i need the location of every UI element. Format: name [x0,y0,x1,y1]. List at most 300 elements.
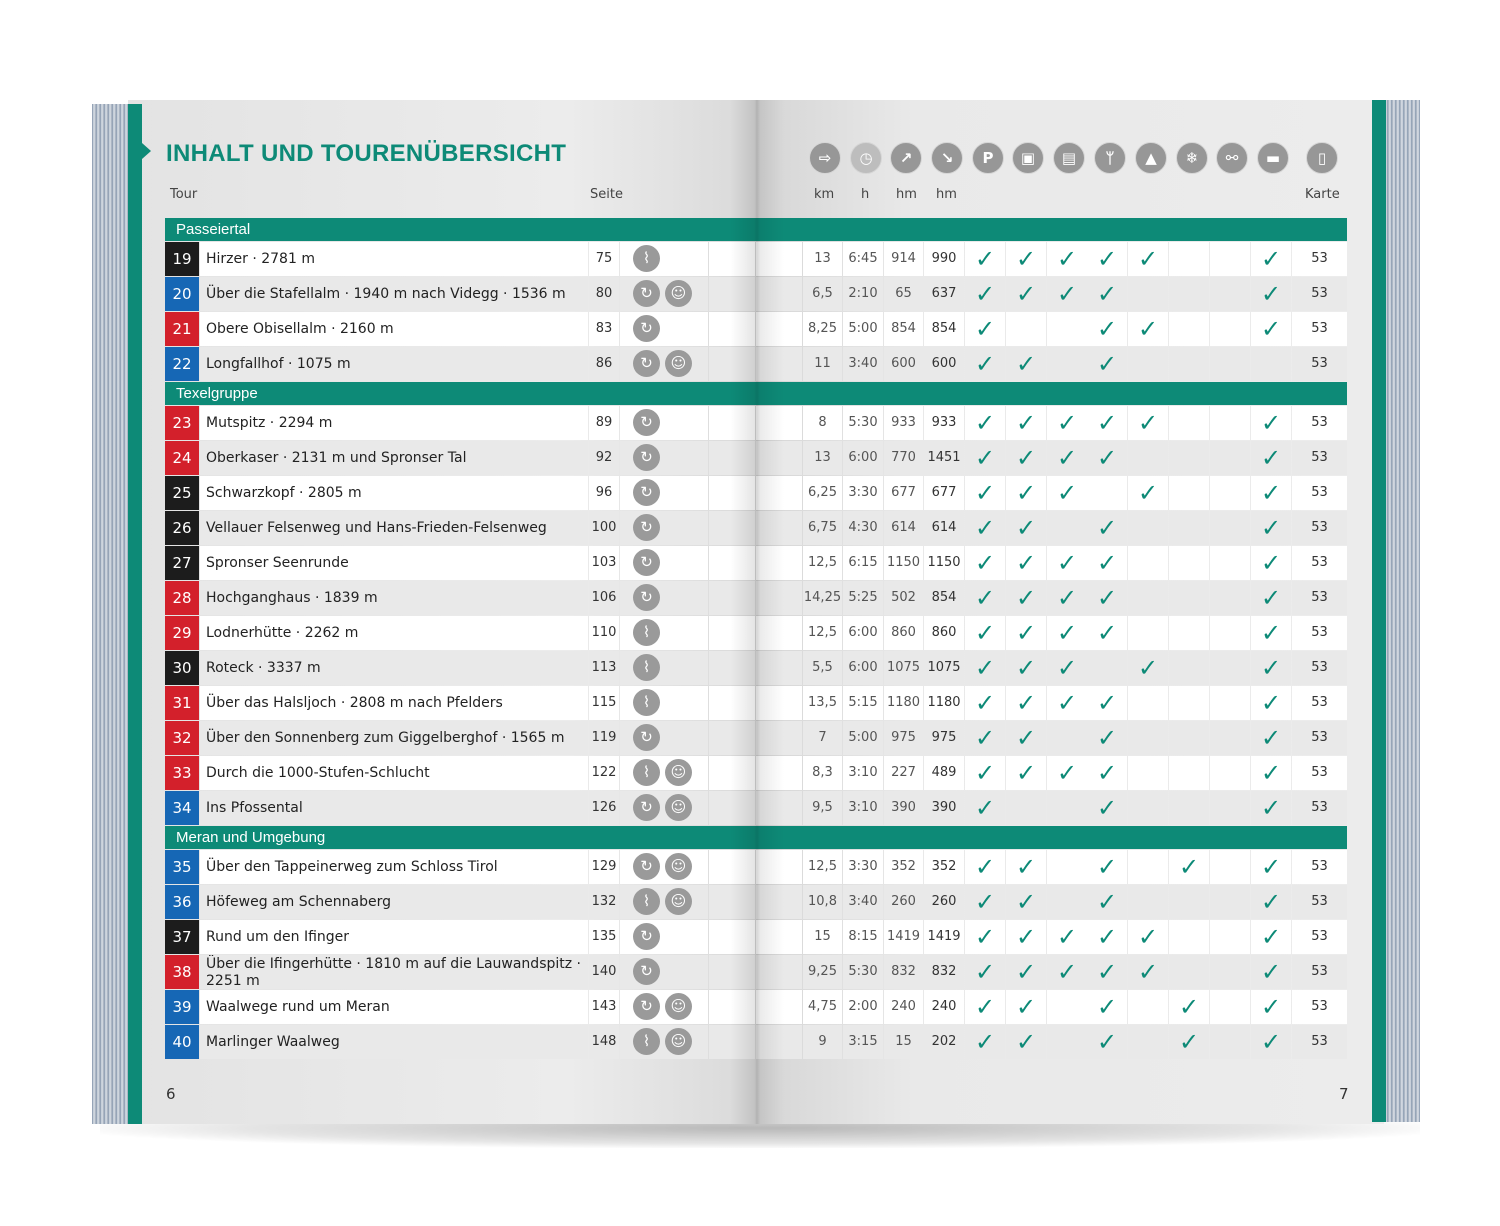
accommodation-icon: ▬ [1257,142,1289,174]
table-row [165,651,1347,685]
blank-cell [756,616,802,650]
header-hm-up: hm [896,187,917,202]
tour-map: 53 [1292,850,1347,884]
blank-cell [1047,850,1087,884]
one-way-route-icon: ⌇ [633,689,660,716]
kids-icon: ☺ [665,888,692,915]
blank-cell [1169,651,1209,685]
check-icon: ✓ [1006,1025,1046,1059]
table-row [165,885,1347,919]
blank-cell [1128,885,1168,919]
tour-descent: 1180 [924,686,964,720]
blank-cell [1210,406,1250,440]
tour-page: 100 [589,511,619,545]
check-icon: ✓ [1006,955,1046,989]
check-icon: ✓ [1006,721,1046,755]
blank-cell [1210,651,1250,685]
tour-descent: 600 [924,347,964,381]
blank-cell [1251,347,1291,381]
check-icon: ✓ [1169,1025,1209,1059]
tour-symbols [620,651,708,685]
tour-ascent: 390 [884,791,923,825]
check-icon: ✓ [1006,850,1046,884]
tour-number: 32 [165,721,199,755]
blank-cell [709,1025,755,1059]
blank-cell [1169,406,1209,440]
tour-name: Marlinger Waalweg [200,1025,588,1059]
check-icon: ✓ [1047,651,1087,685]
blank-cell [1210,347,1250,381]
check-icon: ✓ [1251,686,1291,720]
tour-name: Über die Stafellalm · 1940 m nach Videgg · 1536 m [200,277,588,311]
tour-number: 25 [165,476,199,510]
check-icon: ✓ [1087,406,1127,440]
check-icon: ✓ [1251,721,1291,755]
tour-number: 19 [165,242,199,276]
check-icon: ✓ [1087,686,1127,720]
check-icon: ✓ [965,347,1005,381]
blank-cell [709,990,755,1024]
tour-distance: 12,5 [803,616,842,650]
tour-page: 122 [589,756,619,790]
check-icon: ✓ [1087,347,1127,381]
blank-cell [1128,756,1168,790]
blank-cell [756,277,802,311]
table-row [165,850,1347,884]
check-icon: ✓ [1047,277,1087,311]
check-icon: ✓ [1251,581,1291,615]
check-icon: ✓ [1047,920,1087,954]
tour-map: 53 [1292,791,1347,825]
kids-icon: ☺ [665,759,692,786]
check-icon: ✓ [1251,1025,1291,1059]
blank-cell [1210,277,1250,311]
blank-cell [1210,581,1250,615]
check-icon: ✓ [1169,990,1209,1024]
tour-symbols [620,406,708,440]
tour-duration: 6:00 [843,651,883,685]
tour-symbols [620,756,708,790]
check-icon: ✓ [1087,616,1127,650]
loop-route-icon: ↻ [633,923,660,950]
header-km: km [814,187,835,202]
blank-cell [1087,476,1127,510]
tour-ascent: 854 [884,312,923,346]
loop-route-icon: ↻ [633,958,660,985]
tour-number: 30 [165,651,199,685]
tour-distance: 6,75 [803,511,842,545]
check-icon: ✓ [1128,476,1168,510]
check-icon: ✓ [1087,955,1127,989]
parking-icon: P [972,142,1004,174]
tour-descent: 1419 [924,920,964,954]
tour-symbols [620,686,708,720]
loop-route-icon: ↻ [633,315,660,342]
blank-cell [709,850,755,884]
tour-map: 53 [1292,721,1347,755]
blank-cell [709,756,755,790]
blank-cell [756,791,802,825]
tour-distance: 9,25 [803,955,842,989]
tour-descent: 933 [924,406,964,440]
tour-duration: 5:25 [843,581,883,615]
tour-page: 126 [589,791,619,825]
tour-descent: 1075 [924,651,964,685]
check-icon: ✓ [1087,441,1127,475]
tour-distance: 12,5 [803,546,842,580]
check-icon: ✓ [965,277,1005,311]
check-icon: ✓ [1006,511,1046,545]
tour-symbols [620,850,708,884]
tour-symbols [620,721,708,755]
blank-cell [1210,850,1250,884]
tour-ascent: 240 [884,990,923,1024]
blank-cell [709,406,755,440]
kids-icon: ☺ [665,1028,692,1055]
tour-duration: 3:40 [843,347,883,381]
tour-duration: 2:00 [843,990,883,1024]
tour-number: 34 [165,791,199,825]
tour-map: 53 [1292,885,1347,919]
check-icon: ✓ [965,721,1005,755]
blank-cell [1128,277,1168,311]
one-way-route-icon: ⌇ [633,759,660,786]
tour-map: 53 [1292,476,1347,510]
table-row [165,791,1347,825]
tour-ascent: 914 [884,242,923,276]
blank-cell [756,955,802,989]
tour-symbols [620,277,708,311]
check-icon: ✓ [1006,277,1046,311]
check-icon: ✓ [1128,955,1168,989]
tour-number: 24 [165,441,199,475]
check-icon: ✓ [965,312,1005,346]
blank-cell [756,312,802,346]
blank-cell [1169,616,1209,650]
page-number-left: 6 [166,1085,176,1103]
table-row [165,721,1347,755]
tour-name: Schwarzkopf · 2805 m [200,476,588,510]
check-icon: ✓ [1128,242,1168,276]
tour-descent: 637 [924,277,964,311]
check-icon: ✓ [1006,242,1046,276]
blank-cell [1128,441,1168,475]
tour-number: 26 [165,511,199,545]
tour-page: 143 [589,990,619,1024]
check-icon: ✓ [1087,885,1127,919]
tour-duration: 2:10 [843,277,883,311]
tour-distance: 8,3 [803,756,842,790]
title-marker [142,143,151,159]
blank-cell [756,756,802,790]
tour-symbols [620,441,708,475]
kids-icon: ☺ [665,993,692,1020]
tour-symbols [620,791,708,825]
check-icon: ✓ [1251,277,1291,311]
blank-cell [1169,955,1209,989]
check-icon: ✓ [1251,651,1291,685]
signpost-icon: ⇨ [809,142,841,174]
clock-icon: ◷ [850,142,882,174]
check-icon: ✓ [965,920,1005,954]
blank-cell [756,581,802,615]
check-icon: ✓ [1006,406,1046,440]
kids-icon: ☺ [665,350,692,377]
blank-cell [756,850,802,884]
blank-cell [1047,885,1087,919]
descent-icon: ↘ [931,142,963,174]
tour-ascent: 1419 [884,920,923,954]
tour-name: Über den Tappeinerweg zum Schloss Tirol [200,850,588,884]
tour-number: 29 [165,616,199,650]
tour-number: 21 [165,312,199,346]
tour-descent: 614 [924,511,964,545]
check-icon: ✓ [965,885,1005,919]
check-icon: ✓ [1006,546,1046,580]
tour-distance: 5,5 [803,651,842,685]
check-icon: ✓ [1087,791,1127,825]
header-seite: Seite [590,187,623,202]
tour-duration: 4:30 [843,511,883,545]
blank-cell [756,546,802,580]
tour-page: 132 [589,885,619,919]
tour-descent: 990 [924,242,964,276]
check-icon: ✓ [965,955,1005,989]
blank-cell [1128,616,1168,650]
tour-map: 53 [1292,1025,1347,1059]
bike-icon: ⚯ [1216,142,1248,174]
table-row [165,441,1347,475]
blank-cell [756,511,802,545]
loop-route-icon: ↻ [633,724,660,751]
blank-cell [1210,441,1250,475]
blank-cell [1047,1025,1087,1059]
check-icon: ✓ [965,1025,1005,1059]
left-teal-edge [128,104,142,1124]
one-way-route-icon: ⌇ [633,619,660,646]
blank-cell [1169,791,1209,825]
check-icon: ✓ [1251,955,1291,989]
blank-cell [709,920,755,954]
ascent-icon: ↗ [890,142,922,174]
blank-cell [756,885,802,919]
blank-cell [1210,791,1250,825]
blank-cell [709,546,755,580]
check-icon: ✓ [1006,581,1046,615]
check-icon: ✓ [1251,990,1291,1024]
blank-cell [1210,920,1250,954]
table-row [165,347,1347,381]
check-icon: ✓ [1251,242,1291,276]
blank-cell [1047,990,1087,1024]
tour-ascent: 600 [884,347,923,381]
one-way-route-icon: ⌇ [633,1028,660,1055]
tour-descent: 832 [924,955,964,989]
check-icon: ✓ [1128,651,1168,685]
blank-cell [756,406,802,440]
tour-name: Rund um den Ifinger [200,920,588,954]
blank-cell [709,441,755,475]
blank-cell [1210,721,1250,755]
check-icon: ✓ [965,850,1005,884]
tour-descent: 677 [924,476,964,510]
check-icon: ✓ [1128,312,1168,346]
tour-number: 22 [165,347,199,381]
tour-name: Oberkaser · 2131 m und Spronser Tal [200,441,588,475]
page-edges-right [1384,100,1420,1122]
tour-ascent: 860 [884,616,923,650]
blank-cell [1169,546,1209,580]
blank-cell [709,651,755,685]
blank-cell [1210,511,1250,545]
check-icon: ✓ [1047,406,1087,440]
tour-symbols [620,616,708,650]
loop-route-icon: ↻ [633,584,660,611]
tour-name: Spronser Seenrunde [200,546,588,580]
blank-cell [709,616,755,650]
tour-map: 53 [1292,347,1347,381]
check-icon: ✓ [1087,756,1127,790]
tour-distance: 4,75 [803,990,842,1024]
blank-cell [1210,885,1250,919]
blank-cell [1128,1025,1168,1059]
restaurant-icon: ᛘ [1094,142,1126,174]
section-header [165,218,1347,241]
tour-descent: 860 [924,616,964,650]
check-icon: ✓ [1087,850,1127,884]
tour-distance: 10,8 [803,885,842,919]
tour-map: 53 [1292,277,1347,311]
tour-page: 92 [589,441,619,475]
tour-number: 20 [165,277,199,311]
tour-map: 53 [1292,651,1347,685]
tour-duration: 6:45 [843,242,883,276]
check-icon: ✓ [965,511,1005,545]
tour-map: 53 [1292,406,1347,440]
tour-name: Lodnerhütte · 2262 m [200,616,588,650]
tour-name: Hochganghaus · 1839 m [200,581,588,615]
check-icon: ✓ [1006,990,1046,1024]
check-icon: ✓ [1251,791,1291,825]
tour-distance: 11 [803,347,842,381]
tour-ascent: 65 [884,277,923,311]
tour-name: Longfallhof · 1075 m [200,347,588,381]
blank-cell [1210,242,1250,276]
tour-duration: 6:00 [843,616,883,650]
check-icon: ✓ [1251,756,1291,790]
check-icon: ✓ [1047,581,1087,615]
tour-ascent: 1180 [884,686,923,720]
blank-cell [1128,791,1168,825]
blank-cell [756,1025,802,1059]
tour-duration: 8:15 [843,920,883,954]
blank-cell [1128,581,1168,615]
tour-number: 27 [165,546,199,580]
blank-cell [1169,441,1209,475]
check-icon: ✓ [1087,546,1127,580]
loop-route-icon: ↻ [633,993,660,1020]
blank-cell [1210,1025,1250,1059]
blank-cell [1169,885,1209,919]
blank-cell [709,312,755,346]
one-way-route-icon: ⌇ [633,245,660,272]
check-icon: ✓ [1251,920,1291,954]
check-icon: ✓ [965,581,1005,615]
tour-name: Vellauer Felsenweg und Hans-Frieden-Felsenweg [200,511,588,545]
table-row [165,312,1347,346]
tour-page: 89 [589,406,619,440]
tour-duration: 3:40 [843,885,883,919]
header-h: h [861,187,870,202]
tour-page: 119 [589,721,619,755]
check-icon: ✓ [1251,885,1291,919]
tour-number: 39 [165,990,199,1024]
tour-distance: 15 [803,920,842,954]
page-edges-left [92,104,128,1124]
blank-cell [709,581,755,615]
check-icon: ✓ [965,990,1005,1024]
check-icon: ✓ [1087,511,1127,545]
check-icon: ✓ [1251,511,1291,545]
blank-cell [1047,347,1087,381]
tour-number: 28 [165,581,199,615]
tour-symbols [620,990,708,1024]
tour-page: 135 [589,920,619,954]
blank-cell [1169,686,1209,720]
check-icon: ✓ [1087,1025,1127,1059]
tour-symbols [620,920,708,954]
tour-number: 23 [165,406,199,440]
tour-ascent: 1150 [884,546,923,580]
tour-distance: 7 [803,721,842,755]
kids-icon: ☺ [665,853,692,880]
winter-icon: ❄ [1176,142,1208,174]
tour-map: 53 [1292,242,1347,276]
tour-descent: 975 [924,721,964,755]
tour-page: 129 [589,850,619,884]
table-row [165,277,1347,311]
tour-map: 53 [1292,616,1347,650]
tour-distance: 14,25 [803,581,842,615]
bus-icon: ▣ [1012,142,1044,174]
blank-cell [1210,955,1250,989]
tour-duration: 3:10 [843,791,883,825]
tour-duration: 3:15 [843,1025,883,1059]
check-icon: ✓ [1087,277,1127,311]
table-row [165,511,1347,545]
tour-duration: 3:30 [843,476,883,510]
check-icon: ✓ [1047,616,1087,650]
tour-page: 106 [589,581,619,615]
section-title: Meran und Umgebung [176,829,326,846]
tour-descent: 1150 [924,546,964,580]
tour-name: Mutspitz · 2294 m [200,406,588,440]
tour-number: 38 [165,955,199,989]
tour-number: 37 [165,920,199,954]
blank-cell [1169,476,1209,510]
tour-page: 113 [589,651,619,685]
tour-page: 86 [589,347,619,381]
check-icon: ✓ [1169,850,1209,884]
tour-symbols [620,1025,708,1059]
tour-name: Über den Sonnenberg zum Giggelberghof · 1565 m [200,721,588,755]
blank-cell [756,441,802,475]
check-icon: ✓ [1087,990,1127,1024]
blank-cell [1210,686,1250,720]
check-icon: ✓ [1006,441,1046,475]
tour-distance: 8,25 [803,312,842,346]
loop-route-icon: ↻ [633,549,660,576]
